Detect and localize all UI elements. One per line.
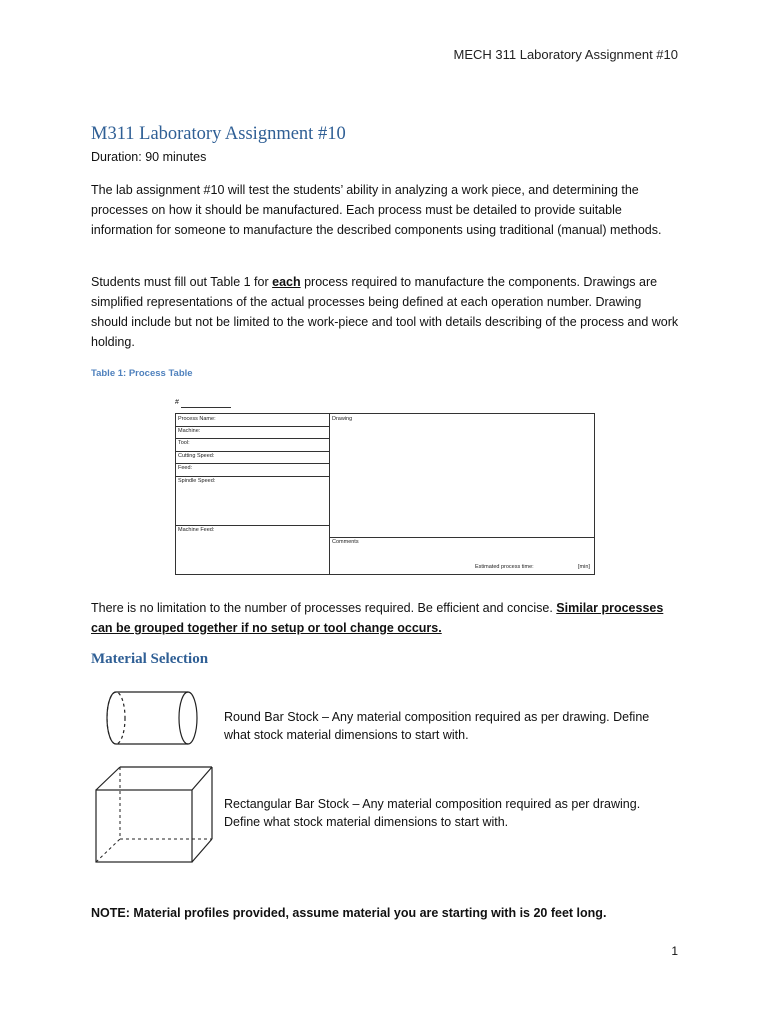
- comments-label: Comments: [332, 539, 359, 545]
- material-note: NOTE: Material profiles provided, assume material you are starting with is 20 feet long.: [91, 906, 607, 920]
- field-cutting-speed: Cutting Speed:: [178, 453, 215, 459]
- rectangular-bar-stock-icon: [92, 764, 216, 866]
- drawing-label: Drawing: [332, 416, 353, 422]
- round-bar-stock-icon: [102, 688, 202, 748]
- table-caption: Table 1: Process Table: [91, 368, 193, 379]
- comments-line: [329, 537, 594, 538]
- row-line: [176, 438, 329, 439]
- p3-emphasis: Similar processes can be grouped together if no setup or tool change occurs.: [91, 601, 664, 635]
- field-process-name: Process Name:: [178, 416, 216, 422]
- row-line: [176, 451, 329, 452]
- rectangular-bar-stock-text: Rectangular Bar Stock – Any material composition required as per drawing. Define what stock material dimensions to start with.: [224, 797, 641, 829]
- field-feed: Feed:: [178, 465, 193, 471]
- instructions-paragraph: [91, 272, 681, 352]
- row-line: [176, 525, 329, 526]
- table-divider: [329, 414, 330, 574]
- section-title: Material Selection: [91, 651, 209, 667]
- process-table: [175, 413, 595, 575]
- row-line: [176, 426, 329, 427]
- process-number-line: [181, 407, 231, 408]
- p2-text-after: process required to manufacture the components. Drawings are simplified representations of the actual processes being defined at each operation number. Drawing should include but not be limited to the work-piece and tool with details describing of the process and work holding.: [91, 275, 679, 349]
- page-title: M311 Laboratory Assignment #10: [91, 124, 346, 144]
- field-machine-feed: Machine Feed:: [178, 527, 215, 533]
- running-header: MECH 311 Laboratory Assignment #10: [453, 47, 678, 62]
- field-spindle-speed: Spindle Speed:: [178, 478, 216, 484]
- duration: Duration: 90 minutes: [91, 150, 207, 164]
- limitation-paragraph: [91, 598, 681, 638]
- estimated-time-label: Estimated process time:: [475, 564, 534, 570]
- p2-text-before: Students must fill out Table 1 for: [91, 275, 273, 289]
- intro-paragraph: The lab assignment #10 will test the students’ ability in analyzing a work piece, and determining the processes on how it should be manufactured. Each process must be detailed to provide suitable information for someone to manufacture the described components using traditional (manual) methods.: [91, 183, 662, 237]
- row-line: [176, 476, 329, 477]
- field-tool: Tool:: [178, 440, 190, 446]
- time-unit-label: [min]: [578, 564, 590, 570]
- p3-text-before: There is no limitation to the number of processes required. Be efficient and concise.: [91, 601, 557, 615]
- round-bar-stock-text: Round Bar Stock – Any material composition required as per drawing. Define what stock material dimensions to start with.: [224, 710, 650, 742]
- p2-emphasis: each: [272, 275, 301, 289]
- field-machine: Machine:: [178, 428, 201, 434]
- row-line: [176, 463, 329, 464]
- page-number: 1: [671, 944, 678, 958]
- process-number-label: #: [175, 399, 179, 406]
